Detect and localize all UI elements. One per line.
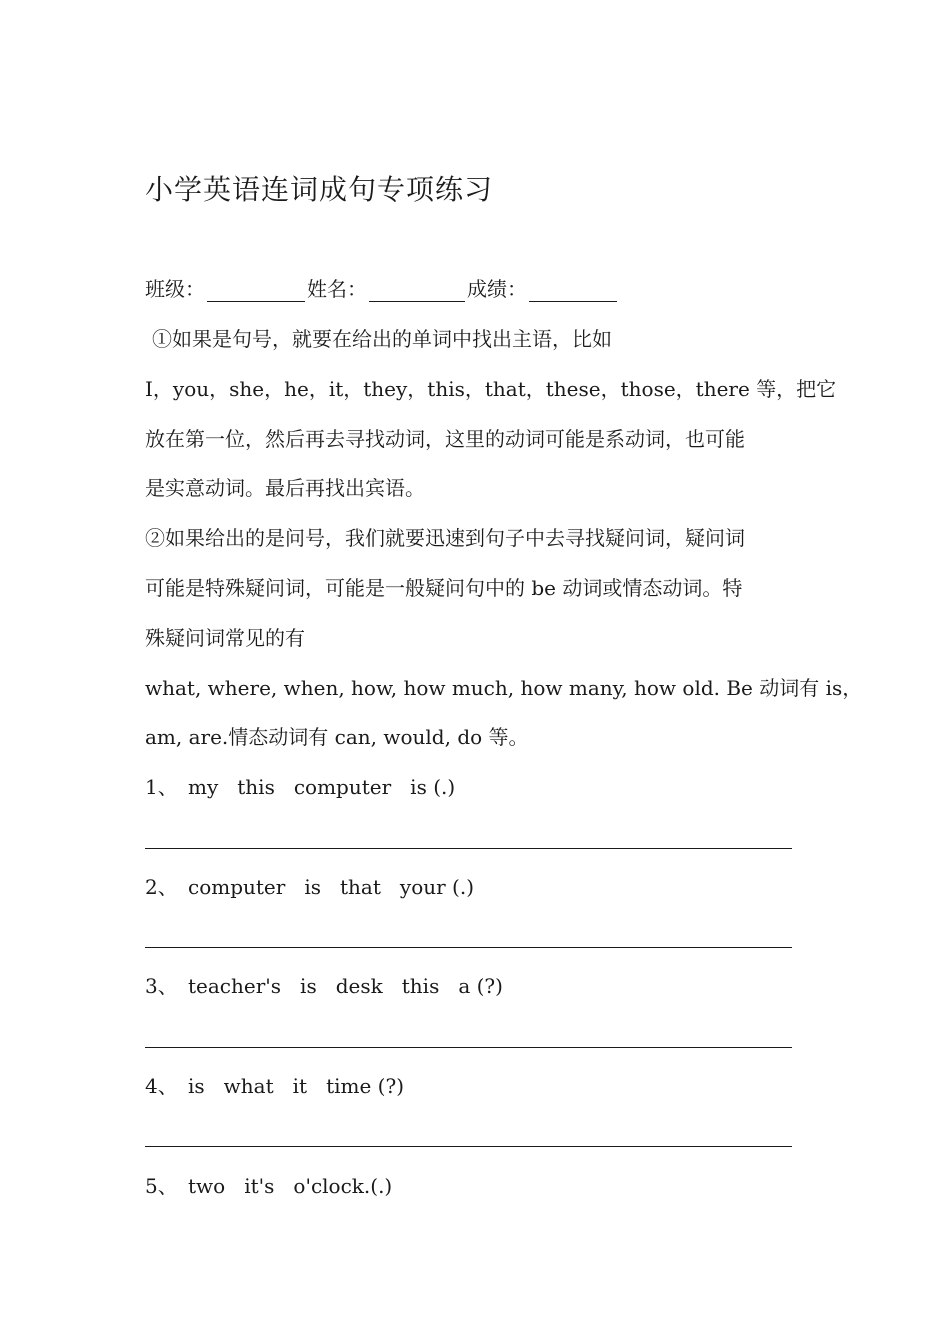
exercise-word: my [188,775,219,799]
exercise-number: 2、 [145,875,178,899]
exercise-word: a (?) [458,974,503,998]
exercise-word: computer [293,775,392,799]
exercise-number: 1、 [145,775,178,799]
exercise-number: 5、 [145,1174,178,1198]
exercise-word: o'clock.(.) [293,1174,393,1198]
exercise-word: is [300,974,317,998]
instruction-line: ②如果给出的是问号，我们就要迅速到句子中去寻找疑问词，疑问词 [145,526,745,550]
instruction-line: am, are.情态动词有 can, would, do 等。 [145,725,529,749]
page-title: 小学英语连词成句专项练习 [145,173,494,206]
exercise-item-3 [145,973,505,999]
exercise-word: time (?) [326,1074,404,1098]
exercise-word: it [292,1074,308,1098]
exercise-word: is [304,875,321,899]
answer-line-4[interactable] [145,1146,792,1147]
instruction-line: 可能是特殊疑问词，可能是一般疑问句中的 be 动词或情态动词。特 [145,576,743,600]
exercise-number: 4、 [145,1074,178,1098]
name-label: 姓名： [307,277,367,301]
instruction-line: 放在第一位，然后再去寻找动词，这里的动词可能是系动词，也可能 [145,427,745,451]
exercise-item-5 [145,1173,394,1199]
exercise-word: it's [244,1174,275,1198]
exercise-word: is (.) [410,775,456,799]
name-blank[interactable] [369,281,465,302]
exercise-word: computer [188,875,286,899]
exercise-word: this [237,775,275,799]
exercise-word: two [188,1174,226,1198]
class-label: 班级： [145,277,205,301]
instruction-line: I，you，she，he，it，they，this，that，these，those，there 等，把它 [145,377,837,401]
instruction-line: 是实意动词。最后再找出宾语。 [145,476,425,500]
exercise-word: teacher's [188,974,282,998]
exercise-item-4 [145,1073,406,1099]
instruction-line: 殊疑问词常见的有 [145,626,305,650]
exercise-word: what [223,1074,274,1098]
exercise-word: this [401,974,440,998]
exercise-word: your (.) [399,875,474,899]
score-label: 成绩： [467,277,527,301]
exercise-word: that [340,875,381,899]
score-blank[interactable] [529,281,617,302]
student-info-row [145,276,619,302]
instruction-line: ①如果是句号，就要在给出的单词中找出主语，比如 [152,327,612,351]
exercise-item-1 [145,774,457,800]
answer-line-1[interactable] [145,848,792,849]
exercise-word: desk [335,974,383,998]
instruction-line: what, where, when, how, how much, how many, how old. Be 动词有 is， [145,676,863,700]
answer-line-2[interactable] [145,947,792,948]
class-blank[interactable] [207,281,305,302]
exercise-item-2 [145,874,476,900]
exercise-word: is [188,1074,205,1098]
answer-line-3[interactable] [145,1047,792,1048]
exercise-number: 3、 [145,974,178,998]
